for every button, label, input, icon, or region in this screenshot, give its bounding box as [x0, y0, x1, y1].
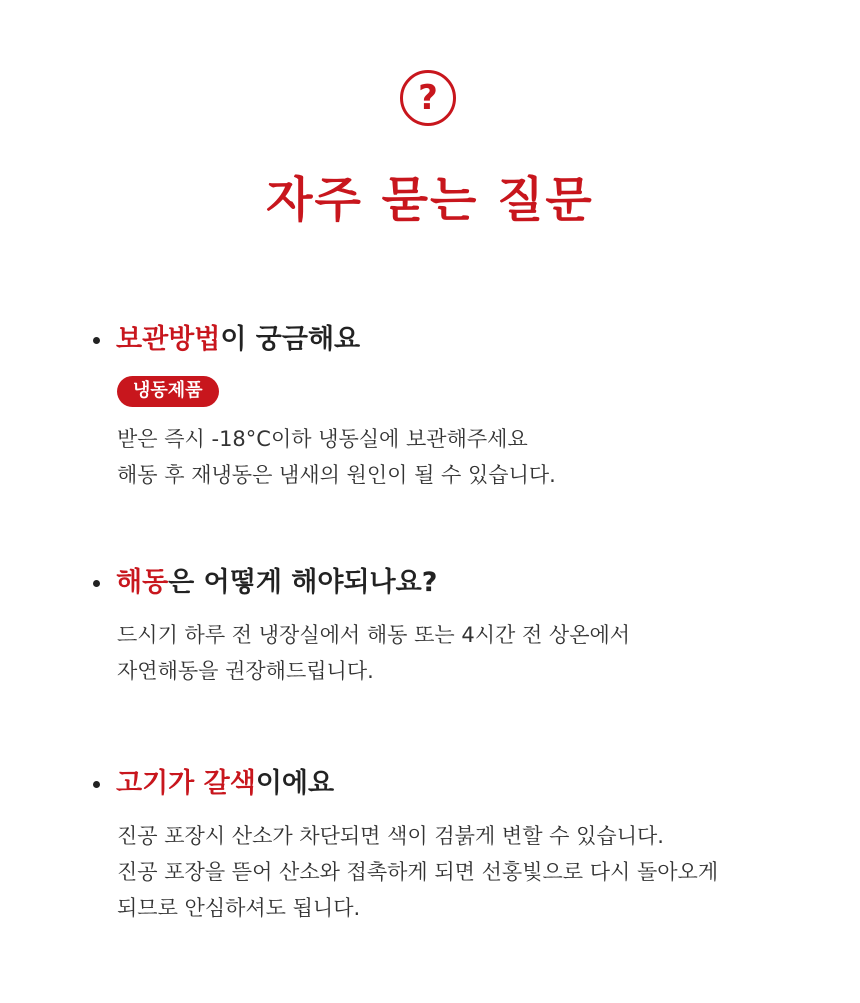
question-text: 이 궁금해요: [220, 324, 361, 355]
answer-line: 드시기 하루 전 냉장실에서 해동 또는 4시간 전 상온에서: [117, 623, 631, 647]
question-text: 이에요: [255, 768, 335, 799]
faq-answer: [117, 818, 813, 926]
answer-line: 자연해동을 권장해드립니다.: [117, 659, 374, 683]
page-title: 자주 묻는 질문: [266, 172, 594, 228]
bullet-icon: [93, 580, 100, 587]
answer-line: 진공 포장시 산소가 차단되면 색이 검붉게 변할 수 있습니다.: [117, 824, 664, 848]
answer-line: 받은 즉시 -18°C이하 냉동실에 보관해주세요: [117, 427, 528, 451]
question-highlight: 해동: [116, 567, 169, 598]
bullet-icon: [93, 781, 100, 788]
faq-item-brown-meat: [93, 764, 813, 926]
faq-question: [93, 563, 813, 603]
question-text: 은 어떻게 해야되나요?: [168, 567, 438, 598]
faq-answer: [117, 617, 813, 689]
question-mark-icon: [400, 70, 456, 126]
answer-line: 해동 후 재냉동은 냄새의 원인이 될 수 있습니다.: [117, 463, 556, 487]
faq-answer: [117, 421, 813, 493]
bullet-icon: [93, 337, 100, 344]
question-mark-glyph: ?: [418, 78, 438, 118]
faq-question: [93, 764, 813, 804]
answer-line: 되므로 안심하셔도 됩니다.: [117, 896, 361, 920]
faq-item-storage: [93, 320, 813, 493]
question-highlight: 보관방법: [116, 324, 221, 355]
faq-item-thawing: [93, 563, 813, 689]
frozen-product-badge: 냉동제품: [117, 376, 219, 407]
faq-question: [93, 320, 813, 360]
answer-line: 진공 포장을 뜯어 산소와 접촉하게 되면 선홍빛으로 다시 돌아오게: [117, 860, 719, 884]
question-highlight: 고기가 갈색: [116, 768, 256, 799]
